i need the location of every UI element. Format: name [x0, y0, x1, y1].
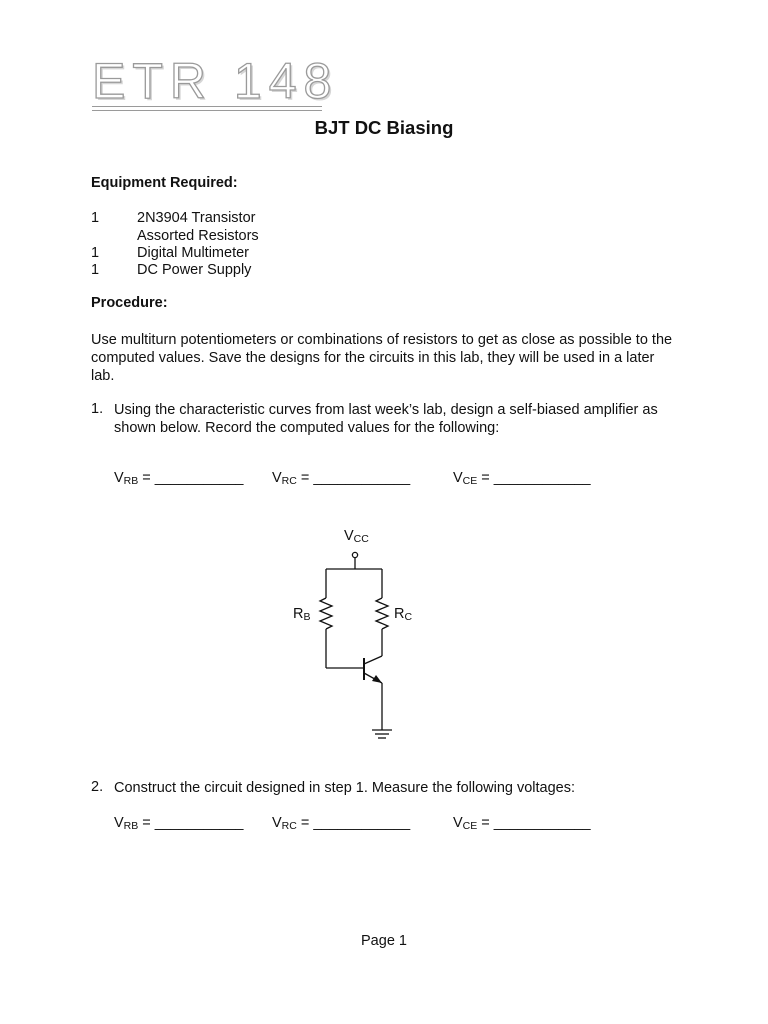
equipment-heading: Equipment Required:: [91, 175, 238, 191]
rb-label: $R_B$: [293, 606, 311, 623]
rc-resistor: [376, 598, 388, 629]
equipment-item: DC Power Supply: [137, 262, 252, 278]
equipment-qty: 1: [91, 245, 100, 261]
logo-underline: [92, 106, 322, 107]
emitter-arrow: [372, 675, 382, 683]
step-text: Using the characteristic curves from last week’s lab, design a self-biased amplifier as shown below. Record the computed values for the following:: [114, 402, 658, 436]
step-number: 2.: [91, 779, 104, 795]
vrb-measured-field: $V_{RB}$ = ___________: [114, 815, 244, 832]
page-number: Page 1: [361, 933, 407, 949]
equipment-qty: 1: [91, 262, 100, 278]
page-title: BJT DC Biasing: [314, 117, 454, 138]
logo-underline-2: [92, 110, 322, 111]
vrb-computed-field: $V_{RB}$ = ___________: [114, 470, 244, 487]
vrc-measured-field: $V_{RC}$ = ____________: [272, 815, 411, 832]
rc-label: $R_C$: [394, 606, 413, 623]
equipment-qty: 1: [91, 210, 100, 226]
course-logo: ETR 148: [92, 53, 339, 109]
vrc-computed-field: $V_{RC}$ = ____________: [272, 470, 411, 487]
procedure-intro: Use multiturn potentiometers or combinations of resistors to get as close as possible to the computed values. Save the designs for the circuits in this lab, they will be used in a later lab.: [91, 332, 673, 384]
vce-measured-field: $V_{CE}$ = ____________: [453, 815, 591, 832]
vcc-label: $V_{CC}$: [344, 528, 369, 545]
equipment-item: 2N3904 Transistor: [137, 210, 256, 226]
equipment-item: Assorted Resistors: [137, 228, 259, 244]
transistor-collector: [364, 656, 382, 664]
rb-resistor: [320, 598, 332, 629]
equipment-item: Digital Multimeter: [137, 245, 249, 261]
vcc-terminal: [352, 552, 357, 557]
procedure-heading: Procedure:: [91, 295, 168, 311]
bjt-bias-circuit-diagram: [280, 520, 440, 750]
step-number: 1.: [91, 401, 104, 417]
step-text: Construct the circuit designed in step 1. Measure the following voltages:: [114, 780, 576, 796]
vce-computed-field: $V_{CE}$ = ____________: [453, 470, 591, 487]
